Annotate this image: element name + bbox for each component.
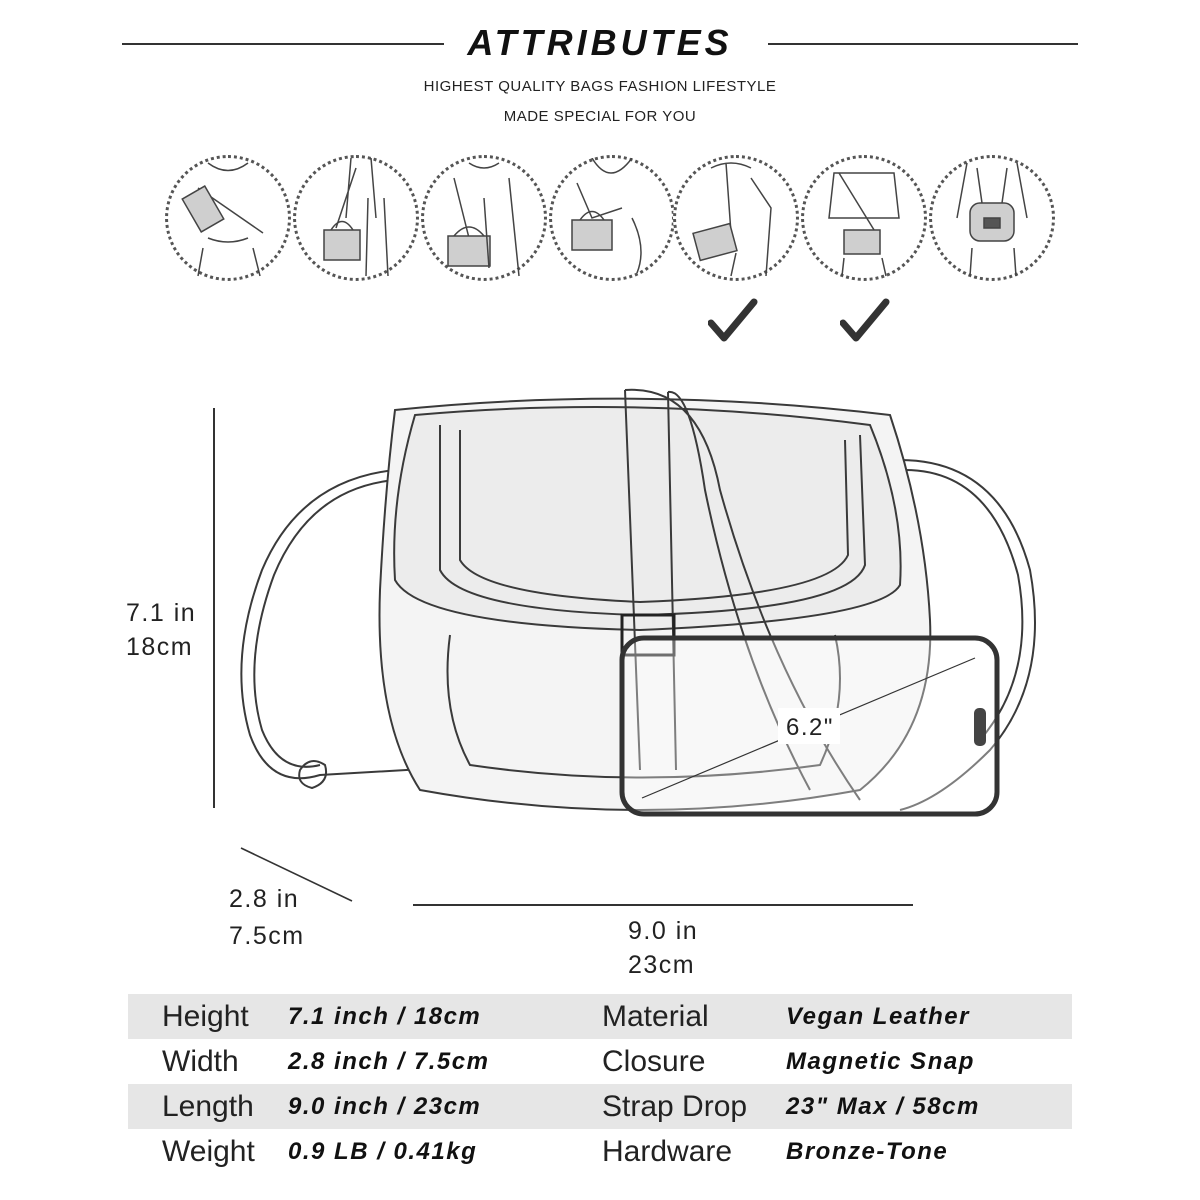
spec-label: Height (128, 994, 288, 1039)
arm-carry-icon (421, 155, 547, 281)
recommended-check-icon (840, 298, 890, 344)
spec-value: 0.9 LB / 0.41kg (288, 1129, 602, 1174)
spec-table (128, 994, 1072, 1174)
subtitle-line-1: HIGHEST QUALITY BAGS FASHION LIFESTYLE (423, 78, 777, 95)
height-dimension-line (213, 408, 215, 808)
elbow-carry-icon (549, 155, 675, 281)
crossbody-chest-icon (165, 155, 291, 281)
spec-label: Length (128, 1084, 288, 1129)
spec-value: 9.0 inch / 23cm (288, 1084, 602, 1129)
width-cm-label: 23cm (628, 951, 696, 979)
table-row (128, 1129, 1072, 1174)
spec-value: 2.8 inch / 7.5cm (288, 1039, 602, 1084)
height-inches-label: 7.1 in (126, 599, 197, 627)
table-row (128, 1039, 1072, 1084)
spec-value: Bronze-Tone (786, 1129, 1072, 1174)
crossbody-front-icon (801, 155, 927, 281)
spec-value: 7.1 inch / 18cm (288, 994, 602, 1039)
height-cm-label: 18cm (126, 633, 194, 661)
spec-label: Strap Drop (602, 1084, 786, 1129)
spec-label: Closure (602, 1039, 786, 1084)
spec-label: Width (128, 1039, 288, 1084)
spec-label: Hardware (602, 1129, 786, 1174)
spec-value: 23" Max / 58cm (786, 1084, 1072, 1129)
depth-inches-label: 2.8 in (229, 885, 300, 913)
spec-label: Weight (128, 1129, 288, 1174)
phone-size-label: 6.2" (786, 714, 834, 741)
hand-carry-icon (293, 155, 419, 281)
table-row (128, 1084, 1072, 1129)
spec-value: Vegan Leather (786, 994, 1072, 1039)
page-title: ATTRIBUTES (467, 22, 733, 63)
width-inches-label: 9.0 in (628, 917, 699, 945)
width-dimension-line (413, 904, 913, 906)
table-row (128, 994, 1072, 1039)
backpack-icon (929, 155, 1055, 281)
shoulder-side-icon (673, 155, 799, 281)
spec-value: Magnetic Snap (786, 1039, 1072, 1084)
subtitle-line-2: MADE SPECIAL FOR YOU (503, 108, 697, 125)
depth-cm-label: 7.5cm (229, 922, 305, 950)
recommended-check-icon (708, 298, 758, 344)
spec-label: Material (602, 994, 786, 1039)
